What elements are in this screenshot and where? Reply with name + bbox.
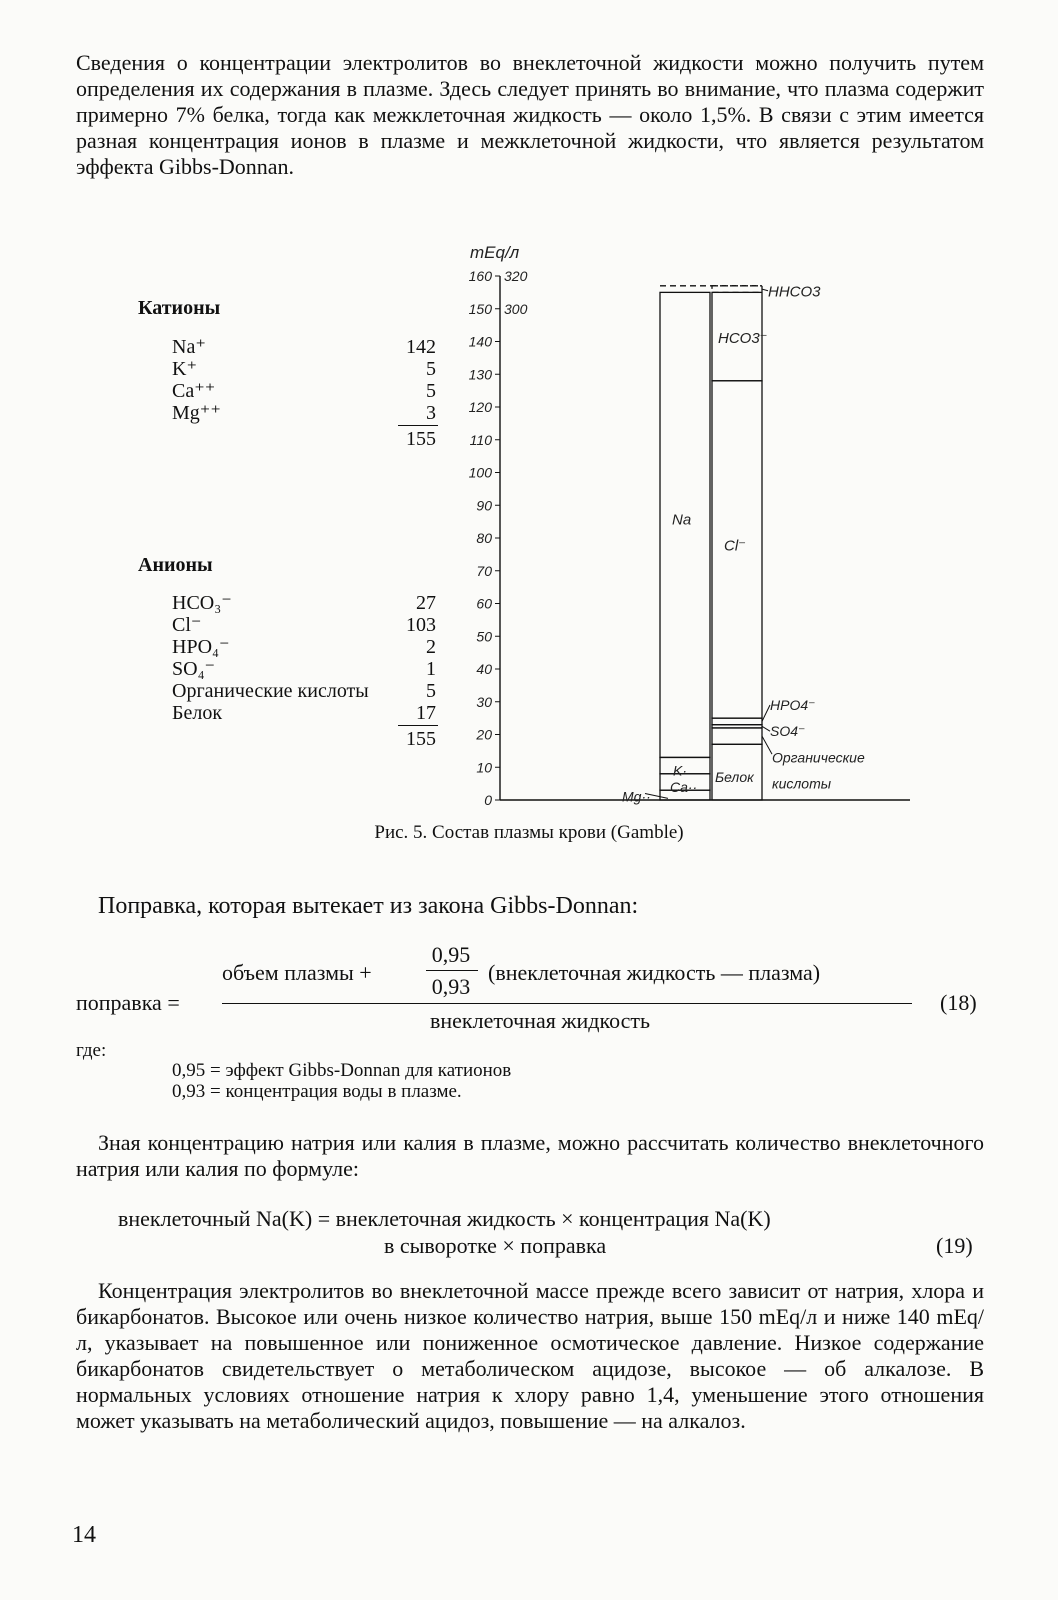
anion-value: 5 [426, 680, 436, 702]
conclusion-paragraph: Концентрация электролитов во внеклеточной массе прежде всего зависит от натрия, хлора и бикарбонатов. Высокое или очень низкое количество натрия, выше 150 mEq/л и ниже 140 mEq/л, указывает на повышенное или пониженное осмотическое давление. Низкое содержание бикарбонатов свидетельствует о метаболическом ацидозе, высокое — об алкалозе. В нормальных условиях отношение натрия к хлору равно 1,4, уменьшение этого отношения может указывать на метаболический ацидоз, повышение — на алкалоз. [76, 1278, 984, 1433]
cation-value: 5 [426, 380, 436, 402]
y-tick-label: 140 [468, 333, 492, 350]
y-tick-label: 120 [468, 399, 492, 415]
formula18-number: (18) [940, 990, 977, 1015]
formula18-numerator-right: (внеклеточная жидкость — плазма) [488, 960, 821, 985]
cations-heading: Катионы [138, 297, 221, 319]
na-label: Na [672, 511, 692, 529]
y-tick-label: 70 [476, 562, 492, 579]
y-tick-label-secondary: 320 [504, 268, 528, 284]
where-item: 0,95 = эффект Gibbs-Donnan для катионов [172, 1060, 512, 1081]
anion-value: 1 [426, 658, 436, 680]
y-tick-label: 10 [476, 759, 492, 776]
anion-value: 17 [416, 702, 436, 724]
y-tick-label: 80 [476, 530, 492, 546]
mg-label: Mg·· [622, 788, 651, 805]
formula19-number: (19) [936, 1233, 973, 1258]
hpo4-label: HPO4⁻ [770, 697, 816, 714]
cation-name: Ca⁺⁺ [172, 380, 216, 402]
anion-value: 2 [426, 636, 436, 658]
cation-value: 142 [406, 336, 436, 358]
hpo4-leader [762, 705, 770, 721]
formula18-frac-top: 0,95 [431, 942, 471, 967]
y-tick-label: 110 [469, 431, 492, 448]
y-tick-label: 90 [476, 497, 492, 514]
y-tick-label: 20 [476, 726, 492, 743]
bar-segment [712, 286, 762, 293]
cations-total: 155 [406, 428, 436, 450]
anion-name: SO₄⁻ [172, 658, 216, 680]
where-label: где: [76, 1040, 107, 1061]
bar-segment [712, 728, 762, 744]
formula18-lhs: поправка = [76, 990, 180, 1015]
y-tick-label: 30 [476, 693, 492, 710]
k-label: K· [673, 762, 687, 779]
cation-name: K⁺ [172, 358, 197, 380]
anion-value: 103 [406, 614, 436, 636]
y-tick-label: 40 [476, 661, 492, 677]
page-number: 14 [72, 1522, 96, 1548]
y-tick-label: 130 [468, 366, 492, 383]
total-rule [398, 425, 438, 426]
bar-segment [712, 718, 762, 725]
so4-leader [762, 726, 770, 731]
hco3-label: HCO3⁻ [718, 330, 768, 348]
y-tick-label: 100 [468, 464, 492, 481]
total-rule [398, 725, 438, 726]
anions-total: 155 [406, 728, 436, 750]
y-tick-label-secondary: 300 [504, 300, 528, 317]
cl-label: Cl⁻ [724, 537, 747, 555]
anion-name: Cl⁻ [172, 614, 202, 636]
hhco3-label: HHCO3 [768, 283, 821, 301]
anion-name: Белок [172, 702, 223, 724]
where-item: 0,93 = концентрация воды в плазме. [172, 1081, 462, 1102]
formula18-numerator-left: объем плазмы + [222, 960, 372, 985]
anion-name: HCO₃⁻ [172, 592, 232, 614]
protein-label: Белок [715, 769, 754, 786]
cation-value: 5 [426, 358, 436, 380]
y-tick-label: 150 [468, 300, 492, 317]
formula18-denominator: внеклеточная жидкость [430, 1008, 651, 1033]
so4-label: SO4⁻ [770, 723, 806, 740]
anion-name: HPO₄⁻ [172, 636, 230, 658]
formula18-main-bar [222, 1003, 912, 1004]
intro-paragraph: Сведения о концентрации электролитов во внеклеточной жидкости можно получить путем определения их содержания в плазме. Здесь следует принять во внимание, что плазма содержит примерно 7% белка, тогда как межклеточная жидкость — около 1,5%. В связи с этим имеется разная концентрация ионов в плазме и межклеточной жидкости, что является результатом эффекта Gibbs-Donnan. [76, 50, 984, 179]
correction-intro: Поправка, которая вытекает из закона Gibbs-Donnan: [98, 893, 639, 919]
formula19-line2: в сыворотке × поправка [384, 1233, 607, 1258]
anions-heading: Анионы [138, 554, 213, 576]
formula18-frac-bottom: 0,93 [431, 974, 471, 999]
y-axis-label: mEq/л [470, 243, 520, 262]
organic-acids-label: Органические [772, 749, 865, 766]
cation-value: 3 [426, 402, 436, 424]
cation-name: Mg⁺⁺ [172, 402, 221, 424]
know-paragraph: Зная концентрацию натрия или калия в плазме, можно рассчитать количество внеклеточного натрия или калия по формуле: [76, 1130, 984, 1181]
y-tick-label: 50 [476, 628, 492, 645]
plasma-composition-chart [440, 240, 920, 810]
formula19-line1: внеклеточный Na(K) = внеклеточная жидкость × концентрация Na(K) [118, 1206, 771, 1231]
ca-label: Ca·· [670, 778, 698, 795]
organic-acids-label: кислоты [772, 775, 832, 792]
formula18-frac-bar [426, 970, 478, 971]
anion-name: Органические кислоты [172, 680, 369, 702]
y-tick-label: 0 [484, 792, 492, 808]
figure-caption: Рис. 5. Состав плазмы крови (Gamble) [374, 822, 684, 843]
y-tick-label: 160 [468, 268, 492, 284]
cation-name: Na⁺ [172, 336, 206, 358]
anion-value: 27 [416, 592, 436, 614]
y-tick-label: 60 [476, 595, 492, 612]
